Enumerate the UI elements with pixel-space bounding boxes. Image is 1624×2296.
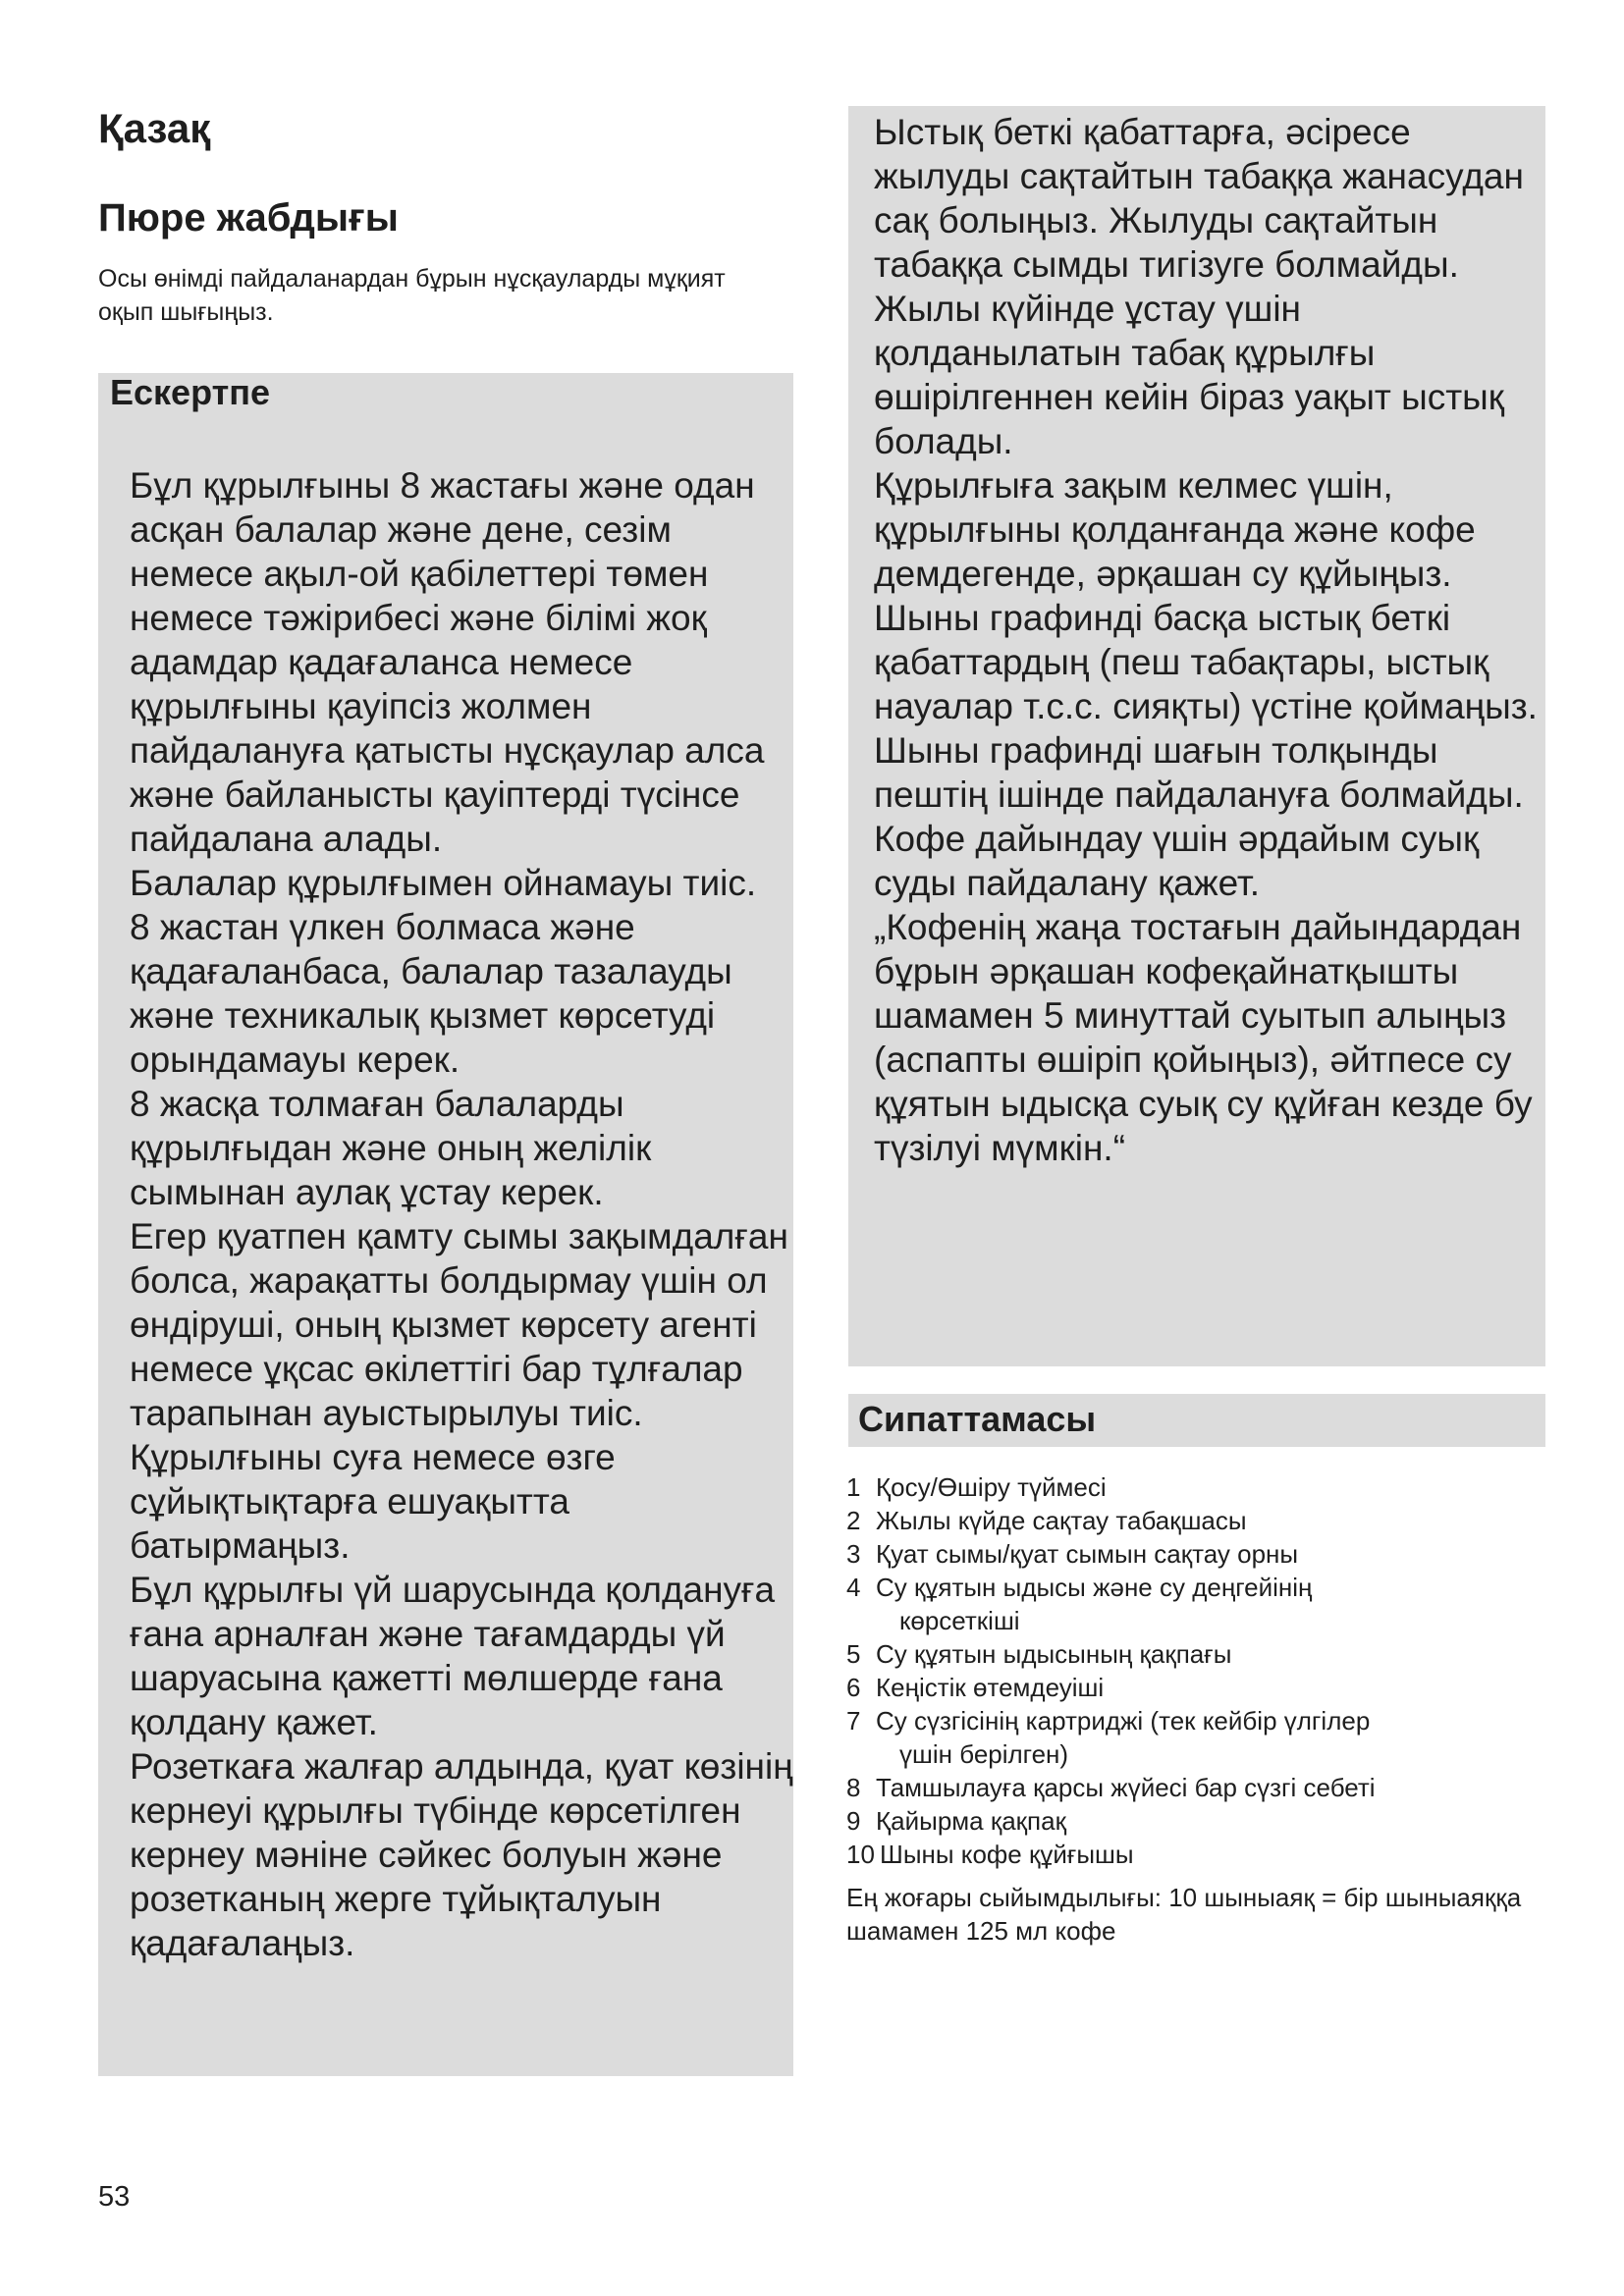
caution-item: Жылы күйінде ұстау үшін қолданылатын табақ құрылғы өшірілгеннен кейін біраз уақыт ыстық болады. [874,289,1504,461]
page-number: 53 [98,2181,131,2213]
part-item [846,1704,1534,1737]
part-number: 1 [846,1472,861,1502]
warning-item: Бұл құрылғы үй шарусында қолдануға ғана арналған және тағамдарды үй шаруасына қажетті мөлшерде ғана қолдану қажет. [130,1570,776,1742]
warning-item: 8 жасқа толмаған балаларды құрылғыдан және оның желілік сымынан аулақ ұстау керек. [130,1084,652,1212]
caution-item: Шыны графинді басқа ыстық беткі қабаттардың (пеш табақтары, ыстық науалар т.с.с. сияқты) үстіне қоймаңыз. [874,598,1538,726]
part-label: Су құятын ыдысының қақпағы [876,1639,1232,1669]
part-label: Кеңістік өтемдеуіші [876,1673,1105,1702]
part-item-continuation [846,1604,1534,1637]
part-number: 7 [846,1706,861,1735]
part-number: 10 [846,1840,875,1869]
warning-list [130,463,793,1965]
part-label: Шыны кофе құйғышы [880,1840,1134,1869]
part-item [846,1537,1534,1571]
part-number: 5 [846,1639,861,1669]
language-heading: Қазақ [98,105,211,151]
warning-heading: Ескертпе [110,372,270,412]
warning-item: Балалар құрылғымен ойнамауы тиіс. [130,863,757,903]
part-number: 2 [846,1506,861,1535]
part-number: 6 [846,1673,861,1702]
part-label-continuation: көрсеткіші [899,1606,1020,1635]
part-item [846,1804,1534,1838]
part-label: Тамшылауға қарсы жүйесі бар сүзгі себеті [876,1773,1376,1802]
part-label: Қосу/Өшіру түймесі [876,1472,1107,1502]
part-item-continuation [846,1737,1534,1771]
part-label: Қайырма қақпақ [876,1806,1066,1836]
part-number: 4 [846,1573,861,1602]
part-label: Су құятын ыдысы және су деңгейінің [876,1573,1313,1602]
caution-item: Кофе дайындау үшін әрдайым суық суды пайдалану қажет. [874,819,1480,903]
parts-list [846,1470,1534,1871]
part-label: Жылы күйде сақтау табақшасы [876,1506,1247,1535]
part-number: 9 [846,1806,861,1836]
caution-item: Құрылғыға зақым келмес үшін, құрылғыны қолданғанда және кофе демдегенде, әрқашан су құйыңыз. [874,465,1476,594]
capacity-text: Ең жоғары сыйымдылығы: 10 шыныаяқ = бір шыныаяққа шамамен 125 мл кофе [846,1883,1522,1946]
part-item [846,1637,1534,1671]
part-item [846,1671,1534,1704]
description-heading: Сипаттамасы [858,1399,1097,1439]
caution-item: „Кофенің жаңа тостағын дайындардан бұрын әрқашан кофеқайнатқышты шамамен 5 минуттай суытып алыңыз (аспапты өшіріп қойыңыз), әйтпесе су құятын ыдысқа суық су құйған кезде бу түзілуі мүмкін.“ [874,907,1533,1168]
part-item [846,1838,1534,1871]
part-item [846,1504,1534,1537]
page-title: Пюре жабдығы [98,196,399,240]
part-number: 3 [846,1539,861,1569]
warning-item: 8 жастан үлкен болмаса және қадағаланбаса, балалар тазалауды және техникалық қызмет көрсетуді орындамауы керек. [130,907,732,1080]
warning-item: Құрылғыны суға немесе өзге сұйықтықтарға ешуақытта батырмаңыз. [130,1437,616,1566]
part-label: Су сүзгісінің картриджі (тек кейбір үлгілер [876,1706,1371,1735]
caution-list [874,110,1551,1170]
part-item [846,1571,1534,1604]
warning-item: Егер қуатпен қамту сымы зақымдалған болса, жарақатты болдырмау үшін ол өндіруші, оның қызмет көрсету агенті немесе ұқсас өкілеттігі бар тұлғалар тарапынан ауыстырылуы тиіс. [130,1216,788,1433]
caution-item: Шыны графинді шағын толқынды пештің ішінде пайдалануға болмайды. [874,730,1524,815]
part-item [846,1470,1534,1504]
warning-item: Розеткаға жалғар алдында, қуат көзінің кернеуі құрылғы түбінде көрсетілген кернеу мәніне сәйкес болуын және розетканың жерге тұйықталуын қадағалаңыз. [130,1746,793,1963]
part-number: 8 [846,1773,861,1802]
caution-item: Ыстық беткі қабаттарға, әсіресе жылуды сақтайтын табаққа жанасудан сақ болыңыз. Жылуды сақтайтын табаққа сымды тигізуге болмайды. [874,112,1524,285]
intro-text: Осы өнімді пайдаланардан бұрын нұсқауларды мұқият оқып шығыңыз. [98,265,726,326]
part-label: Қуат сымы/қуат сымын сақтау орны [876,1539,1299,1569]
part-label-continuation: үшін берілген) [899,1739,1069,1769]
warning-item: Бұл құрылғыны 8 жастағы және одан асқан балалар және дене, сезім немесе ақыл-ой қабілеттері төмен немесе тәжірибесі және білімі жоқ адамдар қадағаланса немесе құрылғыны қауіпсіз жолмен пайдалануға қатысты нұсқаулар алса және байланысты қауіптерді түсінсе пайдалана алады. [130,465,765,859]
part-item [846,1771,1534,1804]
